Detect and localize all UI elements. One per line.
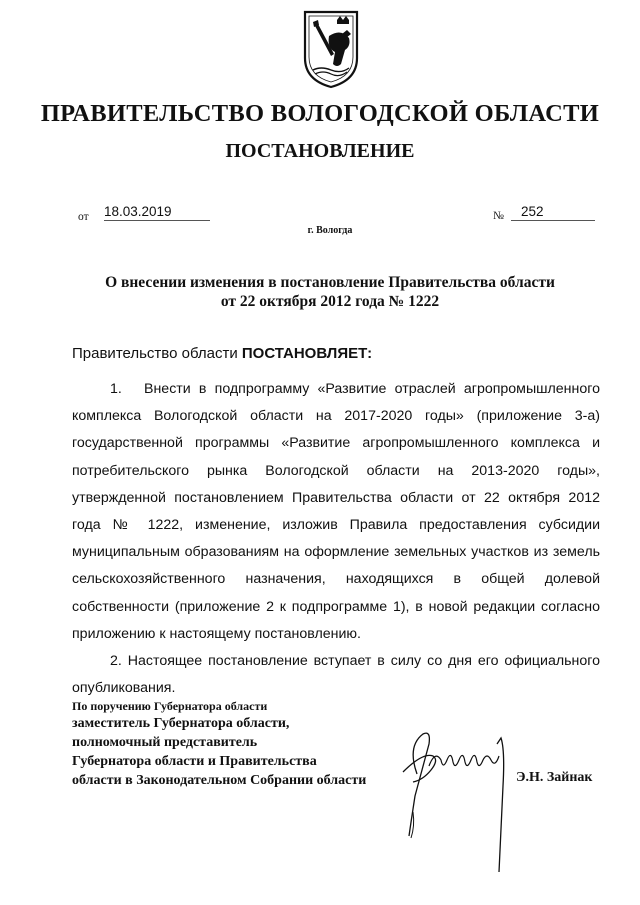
paragraph [72,648,600,702]
signer-title-line: Губернатора области и Правительства [72,754,317,769]
paragraph [72,376,600,648]
document-number: 252 [511,204,595,221]
city-label: г. Вологда [307,225,353,236]
subject-line-2: от 22 октября 2012 года № 1222 [220,293,440,310]
paragraph-number: 1. [110,381,122,397]
document-date: 18.03.2019 [104,204,210,221]
coat-of-arms-icon [301,8,361,90]
signature-block [72,698,366,790]
preamble-text: Правительство области [72,345,242,362]
document-subject [60,273,600,311]
preamble [72,345,372,362]
date-prefix: от [78,211,89,223]
signer-title-line: заместитель Губернатора области, [72,716,290,731]
signer-authority: По поручению Губернатора области [72,699,268,713]
paragraph-text: Внести в подпрограмму «Развитие отраслей агропромышленного комплекса Вологодской области на 2017-2020 годы» (приложение 3-а) государственной программы «Развитие агропромышленного комплекса и потребительского рынка Вологодской области на 2013-2020 годы», утвержденной постановлением Правительства области от 22 октября 2012 года № 1222, изменение, изложив Правила предоставления субсидии муниципальным образованиям на оформление земельных участков из земель сельскохозяйственного назначения, находящихся в общей долевой собственности (приложение 2 к подпрограмме 1), в новой редакции согласно приложению к настоящему постановлению. [72,381,600,642]
subject-line-1: О внесении изменения в постановление Правительства области [105,274,555,291]
signer-name: Э.Н. Зайнак [516,770,593,785]
number-prefix: № [493,210,504,222]
signer-title-line: области в Законодательном Собрании области [72,773,367,788]
signer-title-line: полномочный представитель [72,735,258,750]
organization-title: ПРАВИТЕЛЬСТВО ВОЛОГОДСКОЙ ОБЛАСТИ [40,100,600,127]
paragraph-number: 2. [110,653,122,670]
handwritten-signature-icon [393,726,513,876]
document-body [72,376,600,702]
paragraph-text: Настоящее постановление вступает в силу со дня его официального опубликования. [72,653,600,697]
preamble-bold: ПОСТАНОВЛЯЕТ: [241,345,373,362]
document-type: ПОСТАНОВЛЕНИЕ [225,140,415,162]
